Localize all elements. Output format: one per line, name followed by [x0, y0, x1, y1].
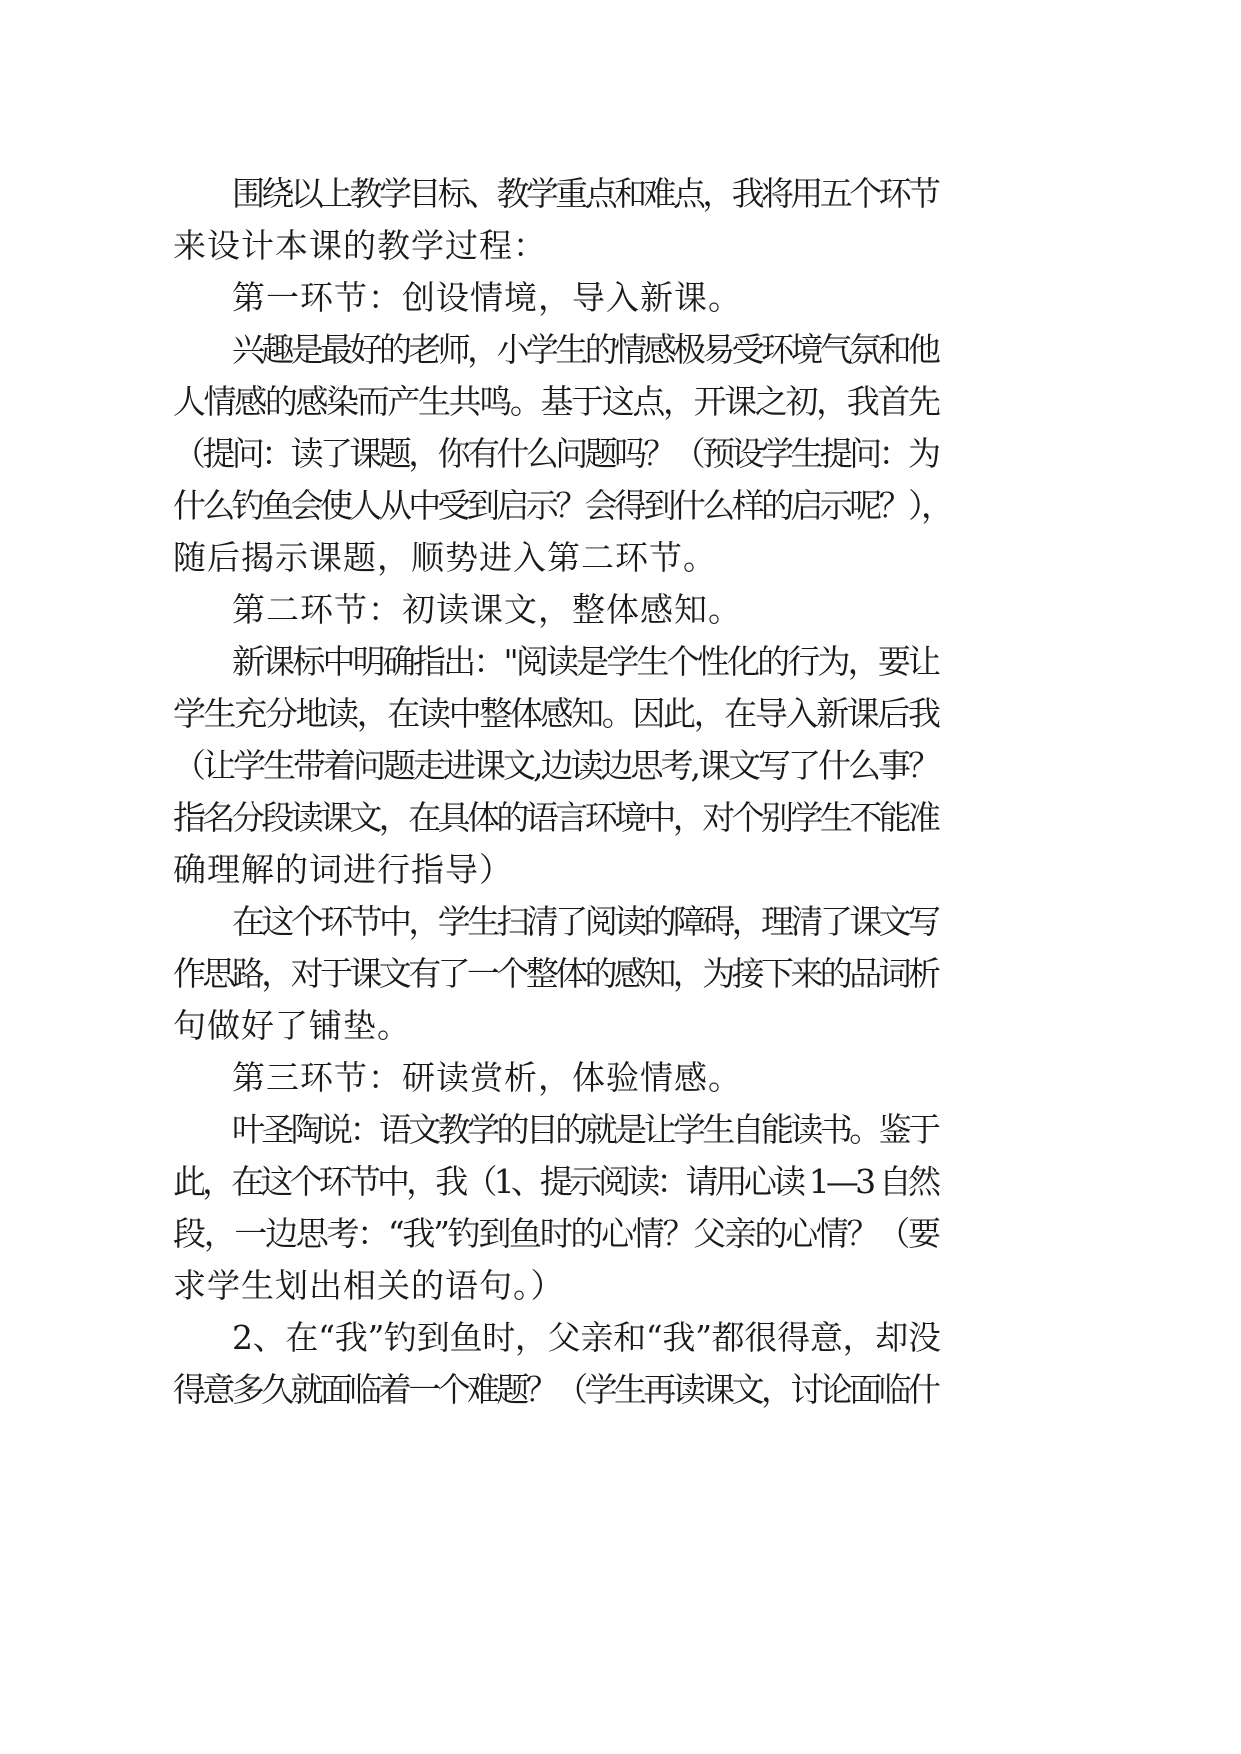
text-line-content: 第二环节：初读课文，整体感知。 — [232, 590, 742, 629]
section-heading — [232, 1050, 742, 1106]
text-line-content: 兴趣是最好的老师，小学生的情感极易受环境气氛和他 — [232, 330, 938, 369]
text-line — [0, 166, 942, 222]
section-heading — [232, 270, 742, 326]
text-line — [173, 530, 717, 586]
text-line — [0, 1154, 942, 1210]
text-line — [0, 478, 955, 534]
text-line — [0, 1206, 942, 1262]
text-line-content: 在这个环节中，学生扫清了阅读的障碍，理清了课文写 — [232, 902, 938, 941]
text-line — [173, 842, 513, 898]
text-line-content: 得意多久就面临着一个难题？（学生再读课文，讨论面临什 — [173, 1370, 938, 1409]
text-line-content: 句做好了铺垫。 — [173, 1006, 411, 1045]
text-line-content: 叶圣陶说：语文教学的目的就是让学生自能读书。鉴于 — [232, 1110, 938, 1149]
text-line-content: 第三环节：研读赏析，体验情感。 — [232, 1058, 742, 1097]
section-heading — [232, 582, 742, 638]
text-line-content: （让学生带着问题走进课文,边读边思考,课文写了什么事？ — [173, 746, 938, 785]
text-line — [0, 1362, 942, 1418]
text-line — [0, 946, 942, 1002]
text-line-content: 围绕以上教学目标、教学重点和难点，我将用五个环节 — [232, 174, 938, 213]
text-line — [0, 894, 942, 950]
text-line-content: 此，在这个环节中，我（1、提示阅读：请用心读 1—3 自然 — [173, 1162, 938, 1201]
text-line — [0, 686, 942, 742]
text-line — [0, 738, 942, 794]
text-line — [0, 634, 942, 690]
text-line — [0, 426, 942, 482]
text-line-content: 新课标中明确指出："阅读是学生个性化的行为，要让 — [232, 642, 939, 681]
text-line — [173, 998, 411, 1054]
text-line-content: 确理解的词进行指导） — [173, 850, 513, 889]
text-line-content: 求学生划出相关的语句。） — [173, 1266, 565, 1305]
text-line — [173, 1258, 565, 1314]
text-line-content: 第一环节：创设情境，导入新课。 — [232, 278, 742, 317]
text-line-content: 来设计本课的教学过程： — [173, 226, 547, 265]
text-line-content: 2、在“我”钓到鱼时，父亲和“我”都很得意，却没 — [232, 1318, 941, 1357]
text-line — [0, 322, 942, 378]
text-line-content: （提问：读了课题，你有什么问题吗？（预设学生提问：为 — [173, 434, 938, 473]
text-line-content: 作思路，对于课文有了一个整体的感知，为接下来的品词析 — [173, 954, 938, 993]
text-line-content: 学生充分地读，在读中整体感知。因此，在导入新课后我 — [173, 694, 939, 733]
text-line-content: 指名分段读课文，在具体的语言环境中，对个别学生不能准 — [173, 798, 938, 837]
text-line — [0, 790, 942, 846]
text-line-content: 什么钓鱼会使人从中受到启示？会得到什么样的启示呢？）， — [173, 486, 951, 525]
text-line-content: 人情感的感染而产生共鸣。基于这点，开课之初，我首先 — [173, 382, 939, 421]
text-line-content: 段，一边思考：“我”钓到鱼时的心情？父亲的心情？（要 — [173, 1214, 939, 1253]
text-line-content: 随后揭示课题，顺势进入第二环节。 — [173, 538, 717, 577]
text-line — [0, 1310, 942, 1366]
text-line — [0, 1102, 942, 1158]
text-line — [0, 374, 942, 430]
text-line — [173, 218, 547, 274]
